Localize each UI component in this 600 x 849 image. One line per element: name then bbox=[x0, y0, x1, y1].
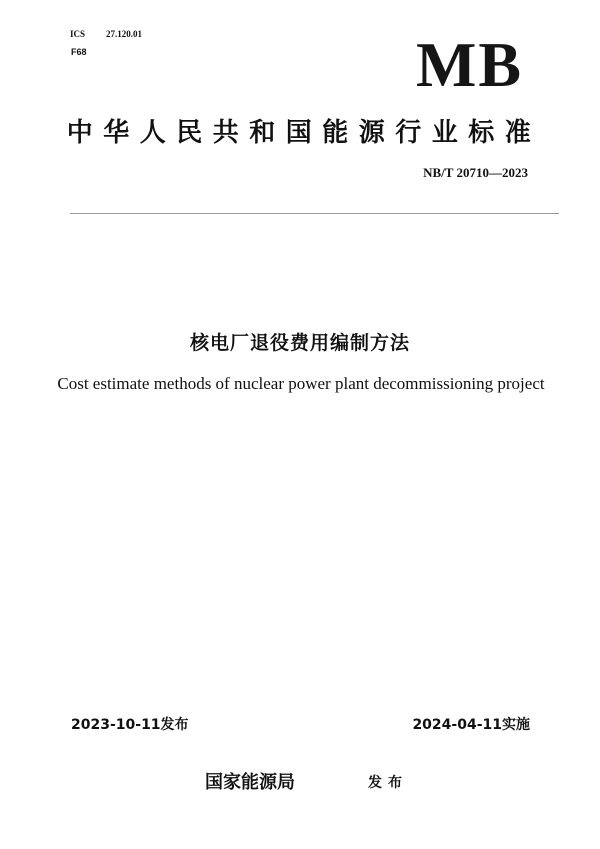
issue-verb: 发布 bbox=[368, 775, 408, 791]
document-title-chinese: 核电厂退役费用编制方法 bbox=[189, 332, 410, 354]
ics-code: 27.120.01 bbox=[106, 29, 142, 39]
issuing-authority: 国家能源局 bbox=[205, 772, 295, 793]
issue-date: 2023-10-11发布 bbox=[71, 717, 189, 733]
ics-label: ICS bbox=[70, 29, 86, 39]
standard-number: NB/T 20710—2023 bbox=[423, 165, 528, 180]
standard-type-title: 中华人民共和国能源行业标准 bbox=[66, 118, 542, 148]
implementation-date: 2024-04-11实施 bbox=[412, 717, 530, 733]
document-title-english: Cost estimate methods of nuclear power plant decommissioning project bbox=[57, 374, 545, 393]
classification-code: F68 bbox=[71, 47, 87, 57]
standard-logo: MB bbox=[416, 29, 524, 100]
header-divider bbox=[70, 213, 559, 214]
